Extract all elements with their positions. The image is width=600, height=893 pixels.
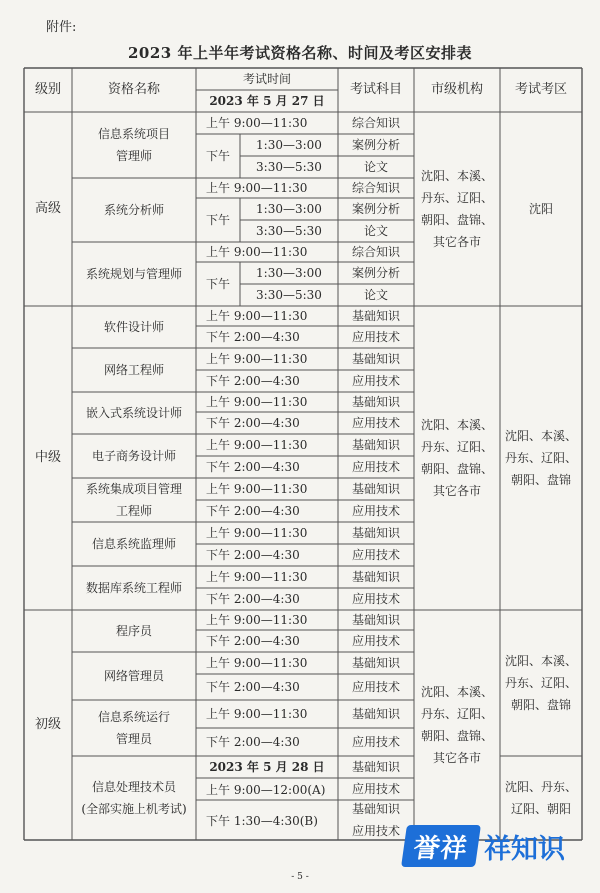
time-row: 上午 9:00—11:30 xyxy=(206,482,308,496)
time-row: 上午 9:00—11:30 xyxy=(206,656,308,670)
time-row: 上午 9:00—11:30 xyxy=(206,181,308,195)
brand-text: 祥知识 xyxy=(484,833,565,865)
brand-badge: 誉祥 xyxy=(401,825,481,867)
brand-logo xyxy=(404,822,584,870)
time-row: 上午 9:00—11:30 xyxy=(206,309,308,323)
subject: 应用技术 xyxy=(351,416,400,430)
time-row: 下午 2:00—4:30 xyxy=(206,460,300,474)
subject: 基础知识 应用技术 xyxy=(351,760,400,796)
subject: 基础知识 xyxy=(351,482,400,496)
subject: 基础知识 xyxy=(351,613,400,627)
subject: 基础知识 xyxy=(351,309,400,323)
subject: 应用技术 xyxy=(351,548,400,562)
time-row: 上午 9:00—11:30 xyxy=(206,352,308,366)
time-row: 上午 9:00—11:30 xyxy=(206,245,308,259)
time-row: 下午 2:00—4:30 xyxy=(206,504,300,518)
time-row: 下午 2:00—4:30 xyxy=(206,735,300,749)
org-junior: 沈阳、本溪、 丹东、辽阳、 朝阳、盘锦、 其它各市 xyxy=(420,685,493,765)
subject: 论文 xyxy=(363,224,388,238)
level-junior: 初级 xyxy=(34,717,61,732)
qual-sys-analyst: 系统分析师 xyxy=(103,203,164,217)
subject: 基础知识 xyxy=(351,526,400,540)
qual-info-processing-tech: 信息处理技术员 (全部实施上机考试) xyxy=(81,780,187,816)
org-middle: 沈阳、本溪、 丹东、辽阳、 朝阳、盘锦、 其它各市 xyxy=(420,418,493,498)
table-title: 2023 年上半年考试资格名称、时间及考区安排表 xyxy=(128,44,472,62)
header-level: 级别 xyxy=(34,82,61,97)
qual-info-sys-supervisor: 信息系统监理师 xyxy=(91,537,176,551)
time-pm-slot2: 3:30—5:30 xyxy=(256,160,322,174)
header-name: 资格名称 xyxy=(107,82,160,97)
qual-software-designer: 软件设计师 xyxy=(103,320,164,334)
subject: 基础知识 xyxy=(351,656,400,670)
qual-sys-integration-pm: 系统集成项目管理 工程师 xyxy=(85,482,182,518)
subject: 基础知识 xyxy=(351,438,400,452)
header-date-may27: 2023 年 5 月 27 日 xyxy=(209,94,325,108)
subject: 应用技术 xyxy=(351,735,400,749)
time-row: 上午 9:00—11:30 xyxy=(206,570,308,584)
time-pm-label: 下午 xyxy=(205,277,230,291)
area-junior: 沈阳、本溪、 丹东、辽阳、 朝阳、盘锦 xyxy=(504,654,577,712)
subject: 应用技术 xyxy=(351,680,400,694)
time-row: 下午 2:00—4:30 xyxy=(206,634,300,648)
time-row: 上午 9:00—11:30 xyxy=(206,526,308,540)
time-row: 上午 9:00—11:30 xyxy=(206,116,308,130)
time-row: 下午 2:00—4:30 xyxy=(206,330,300,344)
subject: 综合知识 xyxy=(351,245,400,259)
subject: 基础知识 应用技术 xyxy=(351,802,400,838)
time-row: 下午 1:30—4:30(B) xyxy=(206,814,318,828)
qual-ecommerce-designer: 电子商务设计师 xyxy=(91,449,176,463)
qual-info-sys-pm: 信息系统项目 管理师 xyxy=(97,127,170,163)
subject: 基础知识 xyxy=(351,352,400,366)
qual-sys-planning: 系统规划与管理师 xyxy=(85,267,182,281)
subject: 应用技术 xyxy=(351,634,400,648)
time-row: 下午 2:00—4:30 xyxy=(206,548,300,562)
time-pm-slot2: 3:30—5:30 xyxy=(256,288,322,302)
level-middle: 中级 xyxy=(34,450,61,465)
time-pm-label: 下午 xyxy=(205,213,230,227)
qual-database-engineer: 数据库系统工程师 xyxy=(85,581,182,595)
time-row: 上午 9:00—11:30 xyxy=(206,707,308,721)
time-pm-slot1: 1:30—3:00 xyxy=(256,266,322,280)
subject: 案例分析 xyxy=(351,202,400,216)
qual-embedded-designer: 嵌入式系统设计师 xyxy=(85,406,182,420)
subject: 论文 xyxy=(363,288,388,302)
subject: 应用技术 xyxy=(351,460,400,474)
subject: 应用技术 xyxy=(351,374,400,388)
subject: 综合知识 xyxy=(351,181,400,195)
qual-network-admin: 网络管理员 xyxy=(103,669,164,683)
qual-programmer: 程序员 xyxy=(115,624,152,638)
subject: 基础知识 xyxy=(351,570,400,584)
header-area: 考试考区 xyxy=(514,82,567,97)
date-may28: 2023 年 5 月 28 日 xyxy=(209,760,325,774)
subject: 论文 xyxy=(363,160,388,174)
subject: 基础知识 xyxy=(351,707,400,721)
subject: 应用技术 xyxy=(351,592,400,606)
time-row: 上午 9:00—11:30 xyxy=(206,613,308,627)
area-middle: 沈阳、本溪、 丹东、辽阳、 朝阳、盘锦 xyxy=(504,429,577,487)
qual-info-sys-ops: 信息系统运行 管理员 xyxy=(97,710,170,746)
time-row: 上午 9:00—11:30 xyxy=(206,395,308,409)
time-row: 下午 2:00—4:30 xyxy=(206,416,300,430)
attachment-label: 附件: xyxy=(46,20,77,35)
time-pm-label: 下午 xyxy=(205,149,230,163)
subject: 案例分析 xyxy=(351,138,400,152)
qual-network-engineer: 网络工程师 xyxy=(103,363,164,377)
time-row: 上午 9:00—11:30 xyxy=(206,438,308,452)
time-row: 下午 2:00—4:30 xyxy=(206,592,300,606)
subject: 应用技术 xyxy=(351,504,400,518)
time-row: 下午 2:00—4:30 xyxy=(206,680,300,694)
header-time: 考试时间 xyxy=(242,72,291,86)
time-pm-slot2: 3:30—5:30 xyxy=(256,224,322,238)
level-senior: 高级 xyxy=(34,201,61,216)
subject: 基础知识 xyxy=(351,395,400,409)
area-info-processing: 沈阳、丹东、 辽阳、朝阳 xyxy=(504,780,577,816)
time-pm-slot1: 1:30—3:00 xyxy=(256,138,322,152)
page-number: - 5 - xyxy=(291,872,309,882)
subject: 案例分析 xyxy=(351,266,400,280)
time-row: 下午 2:00—4:30 xyxy=(206,374,300,388)
subject: 综合知识 xyxy=(351,116,400,130)
time-row: 上午 9:00—12:00(A) xyxy=(206,783,326,797)
subject: 应用技术 xyxy=(351,330,400,344)
header-subject: 考试科目 xyxy=(349,82,402,97)
area-senior: 沈阳 xyxy=(528,202,553,216)
org-senior: 沈阳、本溪、 丹东、辽阳、 朝阳、盘锦、 其它各市 xyxy=(420,169,493,249)
header-org: 市级机构 xyxy=(430,82,483,97)
time-pm-slot1: 1:30—3:00 xyxy=(256,202,322,216)
